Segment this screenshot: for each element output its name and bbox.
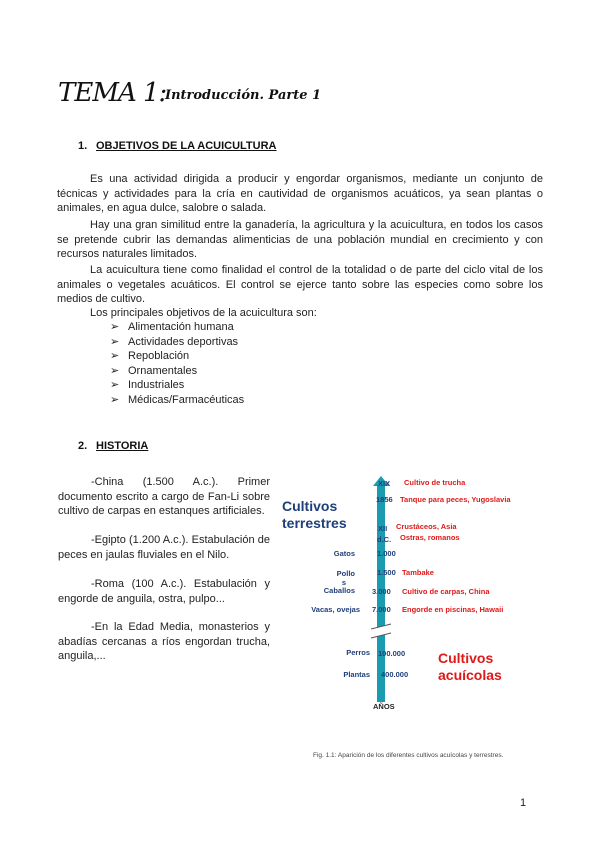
label-tanque: Tanque para peces, Yugoslavia — [400, 495, 511, 504]
arrow-bullet-icon: ➢ — [110, 335, 120, 348]
year-label: d.C. — [377, 535, 392, 544]
label-carpas: Cultivo de carpas, China — [402, 587, 490, 596]
list-item: ➢ Industriales — [110, 379, 185, 392]
arrow-bullet-icon: ➢ — [110, 393, 120, 406]
label-crustaceos: Crustáceos, Asia — [396, 522, 457, 531]
page-number: 1 — [520, 797, 527, 809]
page-subtitle: Introducción. Parte 1 — [165, 88, 322, 103]
paragraph-4: Los principales objetivos de la acuicultura son: — [90, 307, 317, 319]
figure-caption: Fig. 1.1: Aparición de los diferentes cultivos acuícolas y terrestres. — [313, 752, 504, 759]
list-item: ➢ Alimentación humana — [110, 321, 234, 333]
terrestrial-title: Cultivos terrestres — [282, 498, 347, 531]
section-2-heading — [78, 440, 148, 452]
label-trucha: Cultivo de trucha — [404, 478, 466, 487]
history-item-china: -China (1.500 A.c.). Primer documento escrito a cargo de Fan-Li sobre cultivo de carpas en estanques artificiales. — [58, 476, 270, 518]
timeline-figure — [280, 474, 530, 719]
label-engorde: Engorde en piscinas, Hawaii — [402, 605, 504, 614]
label-perros: Perros — [346, 648, 370, 657]
aquatic-title: Cultivos acuícolas — [438, 650, 502, 683]
section-1-number: 1. — [78, 140, 88, 152]
label-pollos: Pollo — [336, 569, 355, 578]
objectives-list — [110, 320, 244, 408]
arrow-bullet-icon: ➢ — [110, 364, 120, 377]
paragraph-3: La acuicultura tiene como finalidad el control de la totalidad o de parte del ciclo vital de los animales o vegetales acuáticos. El control se ejerce tanto sobre las especies como sobre los medios de cultivo. — [57, 264, 543, 306]
year-label: 3.000 — [372, 587, 391, 596]
list-item: ➢ Actividades deportivas — [110, 335, 239, 348]
year-label: 7.000 — [372, 605, 391, 614]
history-item-egipto: -Egipto (1.200 A.c.). Estabulación de peces en jaulas fluviales en el Nilo. — [58, 534, 270, 561]
arrow-bullet-icon: ➢ — [110, 350, 120, 363]
label-tambake: Tambake — [402, 568, 434, 577]
arrow-bullet-icon: ➢ — [110, 321, 120, 333]
axis-label: AÑOS — [373, 702, 395, 711]
list-item: ➢ Ornamentales — [110, 364, 198, 377]
label-caballos: Caballos — [323, 586, 355, 595]
label-ostras: Ostras, romanos — [400, 533, 460, 542]
year-label: 1.000 — [377, 549, 396, 558]
label-plantas: Plantas — [343, 670, 370, 679]
year-label: XII — [378, 524, 388, 533]
section-1-title: OBJETIVOS DE LA ACUICULTURA — [96, 140, 277, 152]
paragraph-1: Es una actividad dirigida a producir y engordar organismos, mediante un conjunto de técnicas y actividades para la cría en cautividad de organismos acuáticos, ya sean plantas o animales, en agua dulce, salobre o salada. — [57, 173, 543, 215]
label-vacas-ovejas: Vacas, ovejas — [311, 605, 360, 614]
year-label: 1856 — [376, 495, 393, 504]
history-item-roma: -Roma (100 A.c.). Estabulación y engorde de anguila, ostra, pulpo... — [58, 578, 270, 605]
arrow-bullet-icon: ➢ — [110, 379, 120, 392]
label-gatos: Gatos — [333, 549, 355, 558]
year-label: 1.500 — [377, 568, 396, 577]
year-label: XIX — [378, 479, 391, 488]
year-label: 100.000 — [378, 649, 406, 658]
label-pollos-s: s — [341, 578, 346, 587]
section-1-heading — [78, 140, 277, 152]
history-item-edad-media: -En la Edad Media, monasterios y abadías cercanas a ríos engordan trucha, anguila,... — [58, 621, 270, 663]
list-item: ➢ Repoblación — [110, 350, 190, 363]
list-item: ➢ Médicas/Farmacéuticas — [110, 393, 245, 406]
year-label: 400.000 — [381, 670, 409, 679]
section-2-number: 2. — [78, 440, 88, 452]
paragraph-2: Hay una gran similitud entre la ganadería, la agricultura y la acuicultura, en todos los casos se pretende cubrir las demandas alimenticias de una población mundial en crecimiento y con recursos naturales limitados. — [57, 219, 543, 261]
page-title: TEMA 1: — [58, 78, 167, 108]
section-2-title: HISTORIA — [96, 440, 149, 452]
